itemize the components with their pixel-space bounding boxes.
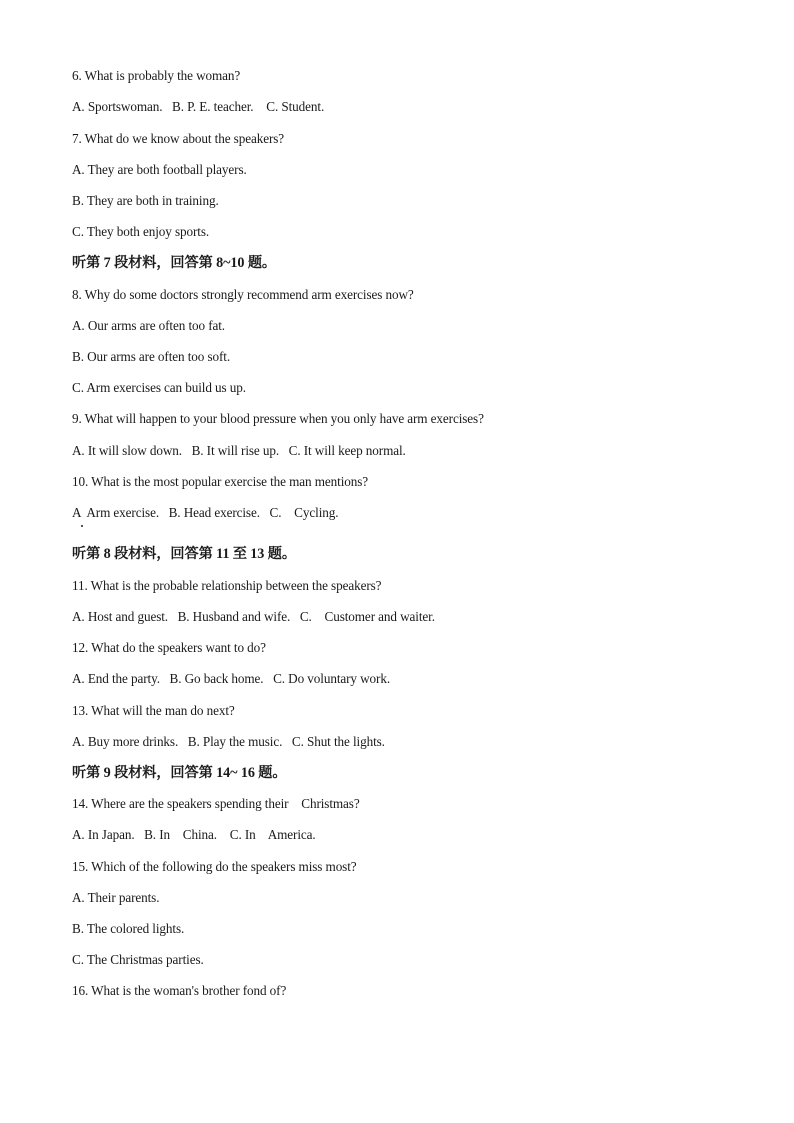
question-15: 15. Which of the following do the speakers miss most? — [72, 859, 357, 874]
option-7c: C. They both enjoy sports. — [72, 224, 210, 239]
option-8a: A. Our arms are often too fat. — [72, 318, 225, 333]
question-12: 12. What do the speakers want to do? — [72, 640, 266, 655]
options-6: A. Sportswoman. B. P. E. teacher. C. Student. — [72, 99, 325, 114]
question-10: 10. What is the most popular exercise the man mentions? — [72, 474, 369, 489]
option-15a: A. Their parents. — [72, 890, 160, 905]
question-16: 16. What is the woman's brother fond of? — [72, 983, 287, 998]
question-8: 8. Why do some doctors strongly recommend arm exercises now? — [72, 287, 414, 302]
section-heading-9: 听第 9 段材料，回答第 14~ 16 题。 — [72, 765, 287, 781]
option-7a: A. They are both football players. — [72, 162, 247, 177]
options-10: A Arm exercise. B. Head exercise. C. Cycling. — [72, 505, 339, 520]
question-7: 7. What do we know about the speakers? — [72, 131, 285, 146]
section-heading-8: 听第 8 段材料，回答第 11 至 13 题。 — [72, 546, 296, 562]
stray-mark — [81, 525, 83, 527]
option-15b: B. The colored lights. — [72, 921, 185, 936]
section-heading-7: 听第 7 段材料，回答第 8~10 题。 — [72, 255, 277, 271]
options-9: A. It will slow down. B. It will rise up. C. It will keep normal. — [72, 443, 406, 458]
option-15c: C. The Christmas parties. — [72, 952, 204, 967]
option-8b: B. Our arms are often too soft. — [72, 349, 231, 364]
options-14: A. In Japan. B. In China. C. In America. — [72, 827, 316, 842]
question-6: 6. What is probably the woman? — [72, 68, 241, 83]
options-11: A. Host and guest. B. Husband and wife. C. Customer and waiter. — [72, 609, 435, 624]
option-7b: B. They are both in training. — [72, 193, 219, 208]
question-11: 11. What is the probable relationship between the speakers? — [72, 578, 382, 593]
question-13: 13. What will the man do next? — [72, 703, 235, 718]
options-12: A. End the party. B. Go back home. C. Do voluntary work. — [72, 671, 391, 686]
question-14: 14. Where are the speakers spending their Christmas? — [72, 796, 360, 811]
options-13: A. Buy more drinks. B. Play the music. C. Shut the lights. — [72, 734, 385, 749]
option-8c: C. Arm exercises can build us up. — [72, 380, 246, 395]
question-9: 9. What will happen to your blood pressure when you only have arm exercises? — [72, 411, 484, 426]
